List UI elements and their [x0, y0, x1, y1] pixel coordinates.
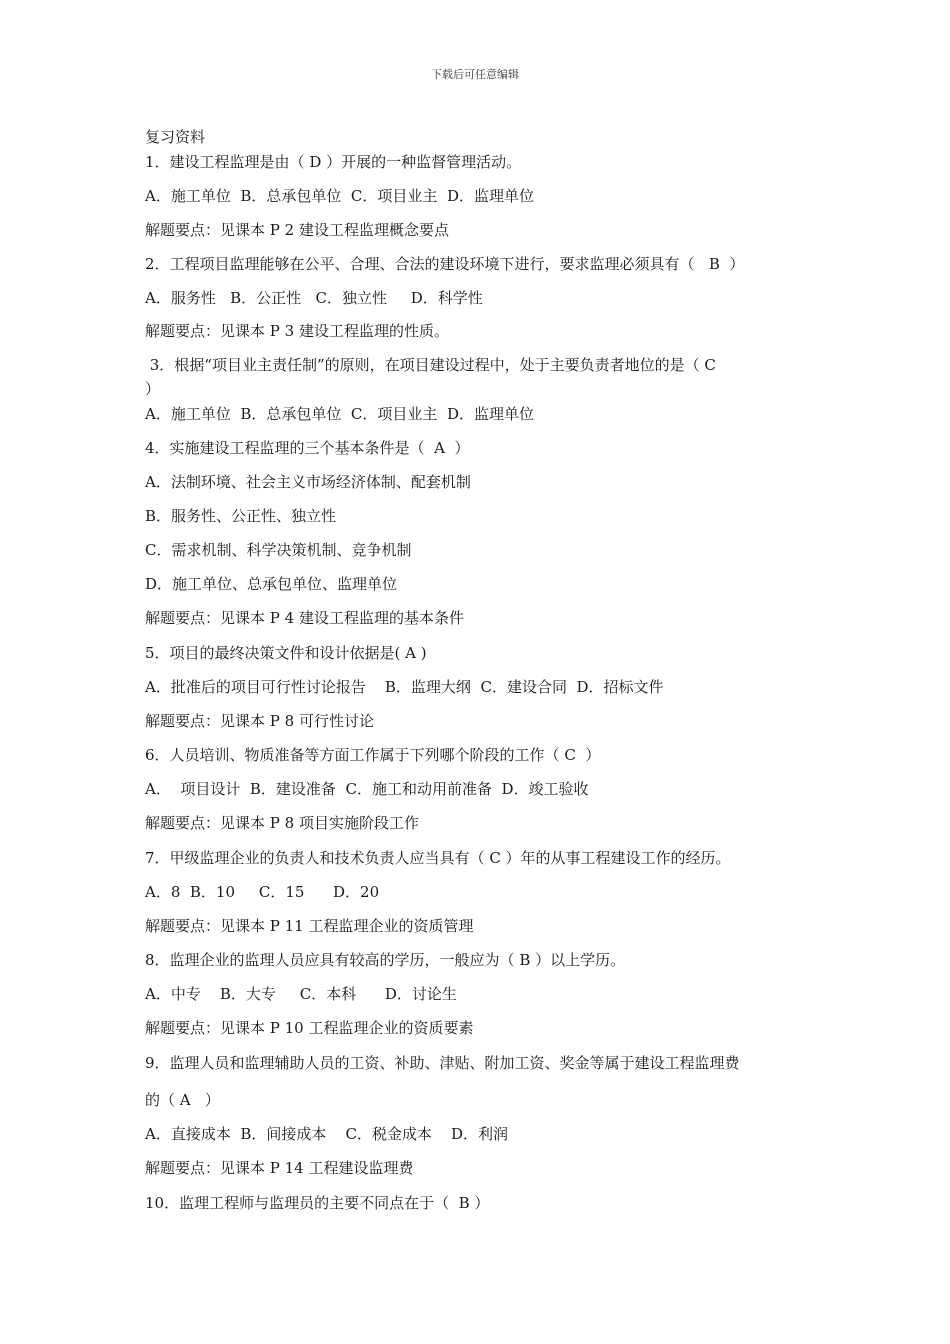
- text-line: A．直接成本 B．间接成本 C．税金成本 D．利润: [145, 1125, 509, 1143]
- text-line: 7．甲级监理企业的负责人和技术负责人应当具有（ C ）年的从事工程建设工作的经历。: [145, 849, 731, 867]
- text-line: 5．项目的最终决策文件和设计依据是( A ): [145, 644, 427, 662]
- text-line: 4．实施建设工程监理的三个基本条件是（ A ）: [145, 439, 470, 457]
- text-line: 解题要点：见课本 P 8 可行性讨论: [145, 712, 374, 730]
- text-line: A．服务性 B．公正性 C．独立性 D．科学性: [145, 289, 483, 307]
- text-line: A．批准后的项目可行性讨论报告 B．监理大纲 C．建设合同 D．招标文件: [145, 678, 664, 696]
- text-line: A． 项目设计 B．建设准备 C．施工和动用前准备 D．竣工验收: [145, 780, 589, 798]
- text-line: A．中专 B．大专 C．本科 D．讨论生: [145, 985, 457, 1003]
- text-line: 解题要点：见课本 P 4 建设工程监理的基本条件: [145, 609, 464, 627]
- text-line: 1．建设工程监理是由（ D ）开展的一种监督管理活动。: [145, 153, 522, 171]
- text-line: 10．监理工程师与监理员的主要不同点在于（ B ）: [145, 1194, 490, 1212]
- text-line: C．需求机制、科学决策机制、竞争机制: [145, 541, 412, 559]
- header-note: 下载后可任意编辑: [431, 68, 519, 81]
- text-line: 解题要点：见课本 P 11 工程监理企业的资质管理: [145, 917, 474, 935]
- text-line: 6．人员培训、物质准备等方面工作属于下列哪个阶段的工作（ C ）: [145, 746, 601, 764]
- text-line: D．施工单位、总承包单位、监理单位: [145, 575, 398, 593]
- text-line: A．法制环境、社会主义市场经济体制、配套机制: [145, 473, 471, 491]
- text-line: 9．监理人员和监理辅助人员的工资、补助、津贴、附加工资、奖金等属于建设工程监理费: [145, 1054, 740, 1072]
- text-line: A．施工单位 B．总承包单位 C．项目业主 D．监理单位: [145, 405, 534, 423]
- text-line: A．施工单位 B．总承包单位 C．项目业主 D．监理单位: [145, 187, 534, 205]
- text-line: ）: [145, 380, 161, 398]
- text-line: 解题要点：见课本 P 2 建设工程监理概念要点: [145, 221, 449, 239]
- document-title: 复习资料: [145, 128, 206, 146]
- text-line: B．服务性、公正性、独立性: [145, 507, 337, 525]
- text-line: 2．工程项目监理能够在公平、合理、合法的建设环境下进行，要求监理必须具有（ B ）: [145, 255, 745, 273]
- text-line: A．8 B．10 C．15 D．20: [145, 883, 380, 901]
- text-line: 解题要点：见课本 P 14 工程建设监理费: [145, 1159, 414, 1177]
- text-line: 3．根据“项目业主责任制”的原则，在项目建设过程中，处于主要负责者地位的是（ C: [145, 356, 716, 374]
- text-line: 的（ A ）: [145, 1091, 220, 1109]
- text-line: 8．监理企业的监理人员应具有较高的学历，一般应为（ B ）以上学历。: [145, 951, 626, 969]
- text-line: 解题要点：见课本 P 8 项目实施阶段工作: [145, 814, 419, 832]
- text-line: 解题要点：见课本 P 3 建设工程监理的性质。: [145, 322, 449, 340]
- text-line: 解题要点：见课本 P 10 工程监理企业的资质要素: [145, 1019, 474, 1037]
